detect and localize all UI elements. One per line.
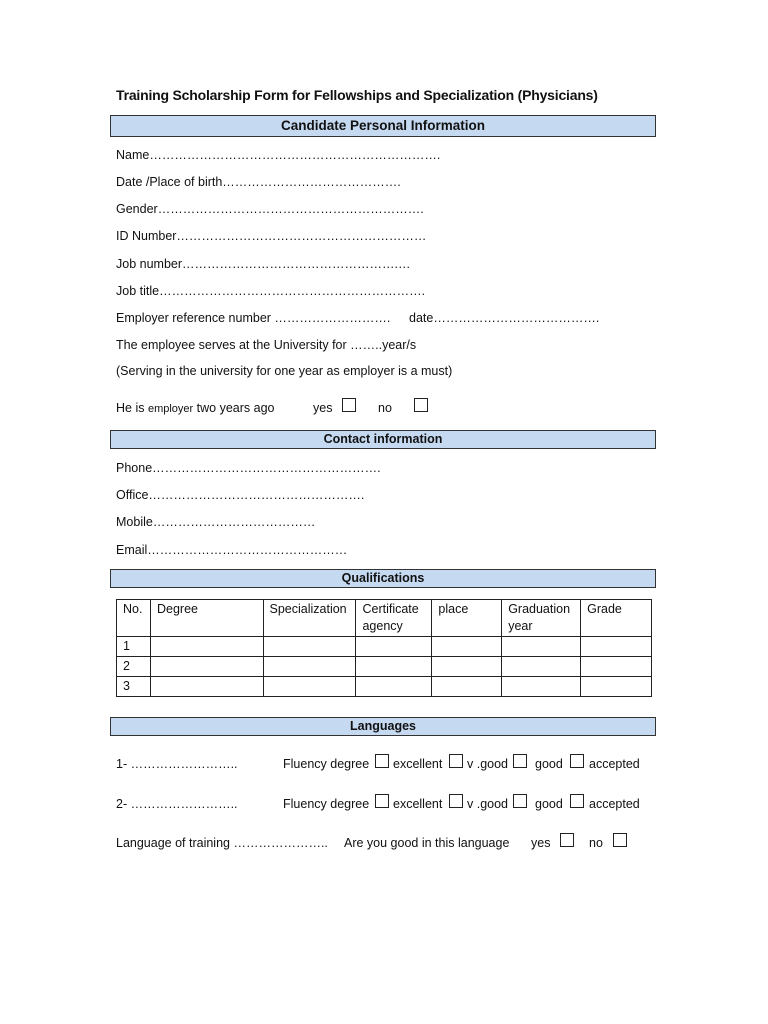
employer-question (116, 401, 275, 415)
table-cell[interactable] (502, 657, 581, 677)
languages-header: Languages (110, 717, 656, 736)
fluency-label: Fluency degree (283, 797, 370, 811)
table-row (117, 677, 652, 697)
serving-note: (Serving in the university for one year as employer is a must) (116, 364, 453, 378)
employer-suffix: two years ago (193, 401, 275, 415)
table-cell[interactable] (150, 657, 263, 677)
row-number: 1 (117, 637, 151, 657)
vgood-label: v .good (467, 797, 509, 811)
column-header: Graduation year (502, 600, 581, 637)
name-field[interactable]: Name……………………………………………………………. (116, 148, 441, 162)
job-title-field[interactable]: Job title………………………………………………………. (116, 284, 426, 298)
form-title: Training Scholarship Form for Fellowships and Specialization (Physicians) (116, 87, 598, 103)
table-cell[interactable] (502, 677, 581, 697)
contact-info-header: Contact information (110, 430, 656, 449)
table-cell[interactable] (150, 637, 263, 657)
row-number: 2 (117, 657, 151, 677)
table-cell[interactable] (581, 637, 652, 657)
language-2-field[interactable]: 2- …………………….. (116, 797, 238, 811)
excellent-checkbox[interactable] (375, 794, 389, 808)
column-header: Degree (150, 600, 263, 637)
birth-field[interactable]: Date /Place of birth……………………………………. (116, 175, 401, 189)
table-cell[interactable] (263, 677, 356, 697)
table-cell[interactable] (356, 657, 432, 677)
training-yes-label: yes (531, 836, 551, 850)
good-label: good (535, 757, 563, 771)
fluency-label: Fluency degree (283, 757, 370, 771)
good-checkbox[interactable] (513, 754, 527, 768)
gender-field[interactable]: Gender………………………………………………………. (116, 202, 424, 216)
table-cell[interactable] (263, 637, 356, 657)
training-no-label: no (589, 836, 603, 850)
employer-no-checkbox[interactable] (414, 398, 428, 412)
table-cell[interactable] (581, 657, 652, 677)
table-row (117, 657, 652, 677)
qualifications-header: Qualifications (110, 569, 656, 588)
accepted-checkbox[interactable] (570, 754, 584, 768)
excellent-checkbox[interactable] (375, 754, 389, 768)
vgood-checkbox[interactable] (449, 754, 463, 768)
personal-info-header: Candidate Personal Information (110, 115, 656, 137)
training-no-checkbox[interactable] (613, 833, 627, 847)
accepted-label: accepted (589, 797, 640, 811)
good-in-language-question: Are you good in this language (344, 836, 510, 850)
table-cell[interactable] (150, 677, 263, 697)
employer-yes-label: yes (313, 401, 333, 415)
employer-prefix: He is (116, 401, 148, 415)
column-header: Grade (581, 600, 652, 637)
employer-yes-checkbox[interactable] (342, 398, 356, 412)
email-field[interactable]: Email………………………………………… (116, 543, 348, 557)
table-cell[interactable] (356, 677, 432, 697)
column-header: place (432, 600, 502, 637)
good-label: good (535, 797, 563, 811)
mobile-field[interactable]: Mobile………………………………… (116, 515, 316, 529)
table-cell[interactable] (432, 657, 502, 677)
job-number-field[interactable]: Job number…………………………………………….… (116, 257, 411, 271)
id-number-field[interactable]: ID Number…………………………………………………… (116, 229, 427, 243)
employer-word: employer (147, 403, 194, 415)
training-yes-checkbox[interactable] (560, 833, 574, 847)
table-row (117, 637, 652, 657)
vgood-label: v .good (467, 757, 509, 771)
language-1-field[interactable]: 1- …………………….. (116, 757, 238, 771)
phone-field[interactable]: Phone………………………………………………. (116, 461, 381, 475)
table-cell[interactable] (502, 637, 581, 657)
column-header: Specialization (263, 600, 356, 637)
column-header: No. (117, 600, 151, 637)
date-field[interactable]: date…………………………………. (409, 311, 600, 325)
table-cell[interactable] (356, 637, 432, 657)
table-cell[interactable] (432, 637, 502, 657)
table-cell[interactable] (432, 677, 502, 697)
office-field[interactable]: Office……………………………………………. (116, 488, 365, 502)
qualifications-table (116, 599, 652, 697)
table-header-row (117, 600, 652, 637)
accepted-checkbox[interactable] (570, 794, 584, 808)
accepted-label: accepted (589, 757, 640, 771)
training-language-field[interactable]: Language of training ………………….. (116, 836, 328, 850)
vgood-checkbox[interactable] (449, 794, 463, 808)
employer-ref-field[interactable]: Employer reference number ………………………. (116, 311, 391, 325)
column-header: Certificate agency (356, 600, 432, 637)
excellent-label: excellent (393, 757, 443, 771)
employer-no-label: no (378, 401, 392, 415)
table-cell[interactable] (263, 657, 356, 677)
serves-field[interactable]: The employee serves at the University for ……..year/s (116, 338, 417, 352)
excellent-label: excellent (393, 797, 443, 811)
row-number: 3 (117, 677, 151, 697)
good-checkbox[interactable] (513, 794, 527, 808)
table-cell[interactable] (581, 677, 652, 697)
